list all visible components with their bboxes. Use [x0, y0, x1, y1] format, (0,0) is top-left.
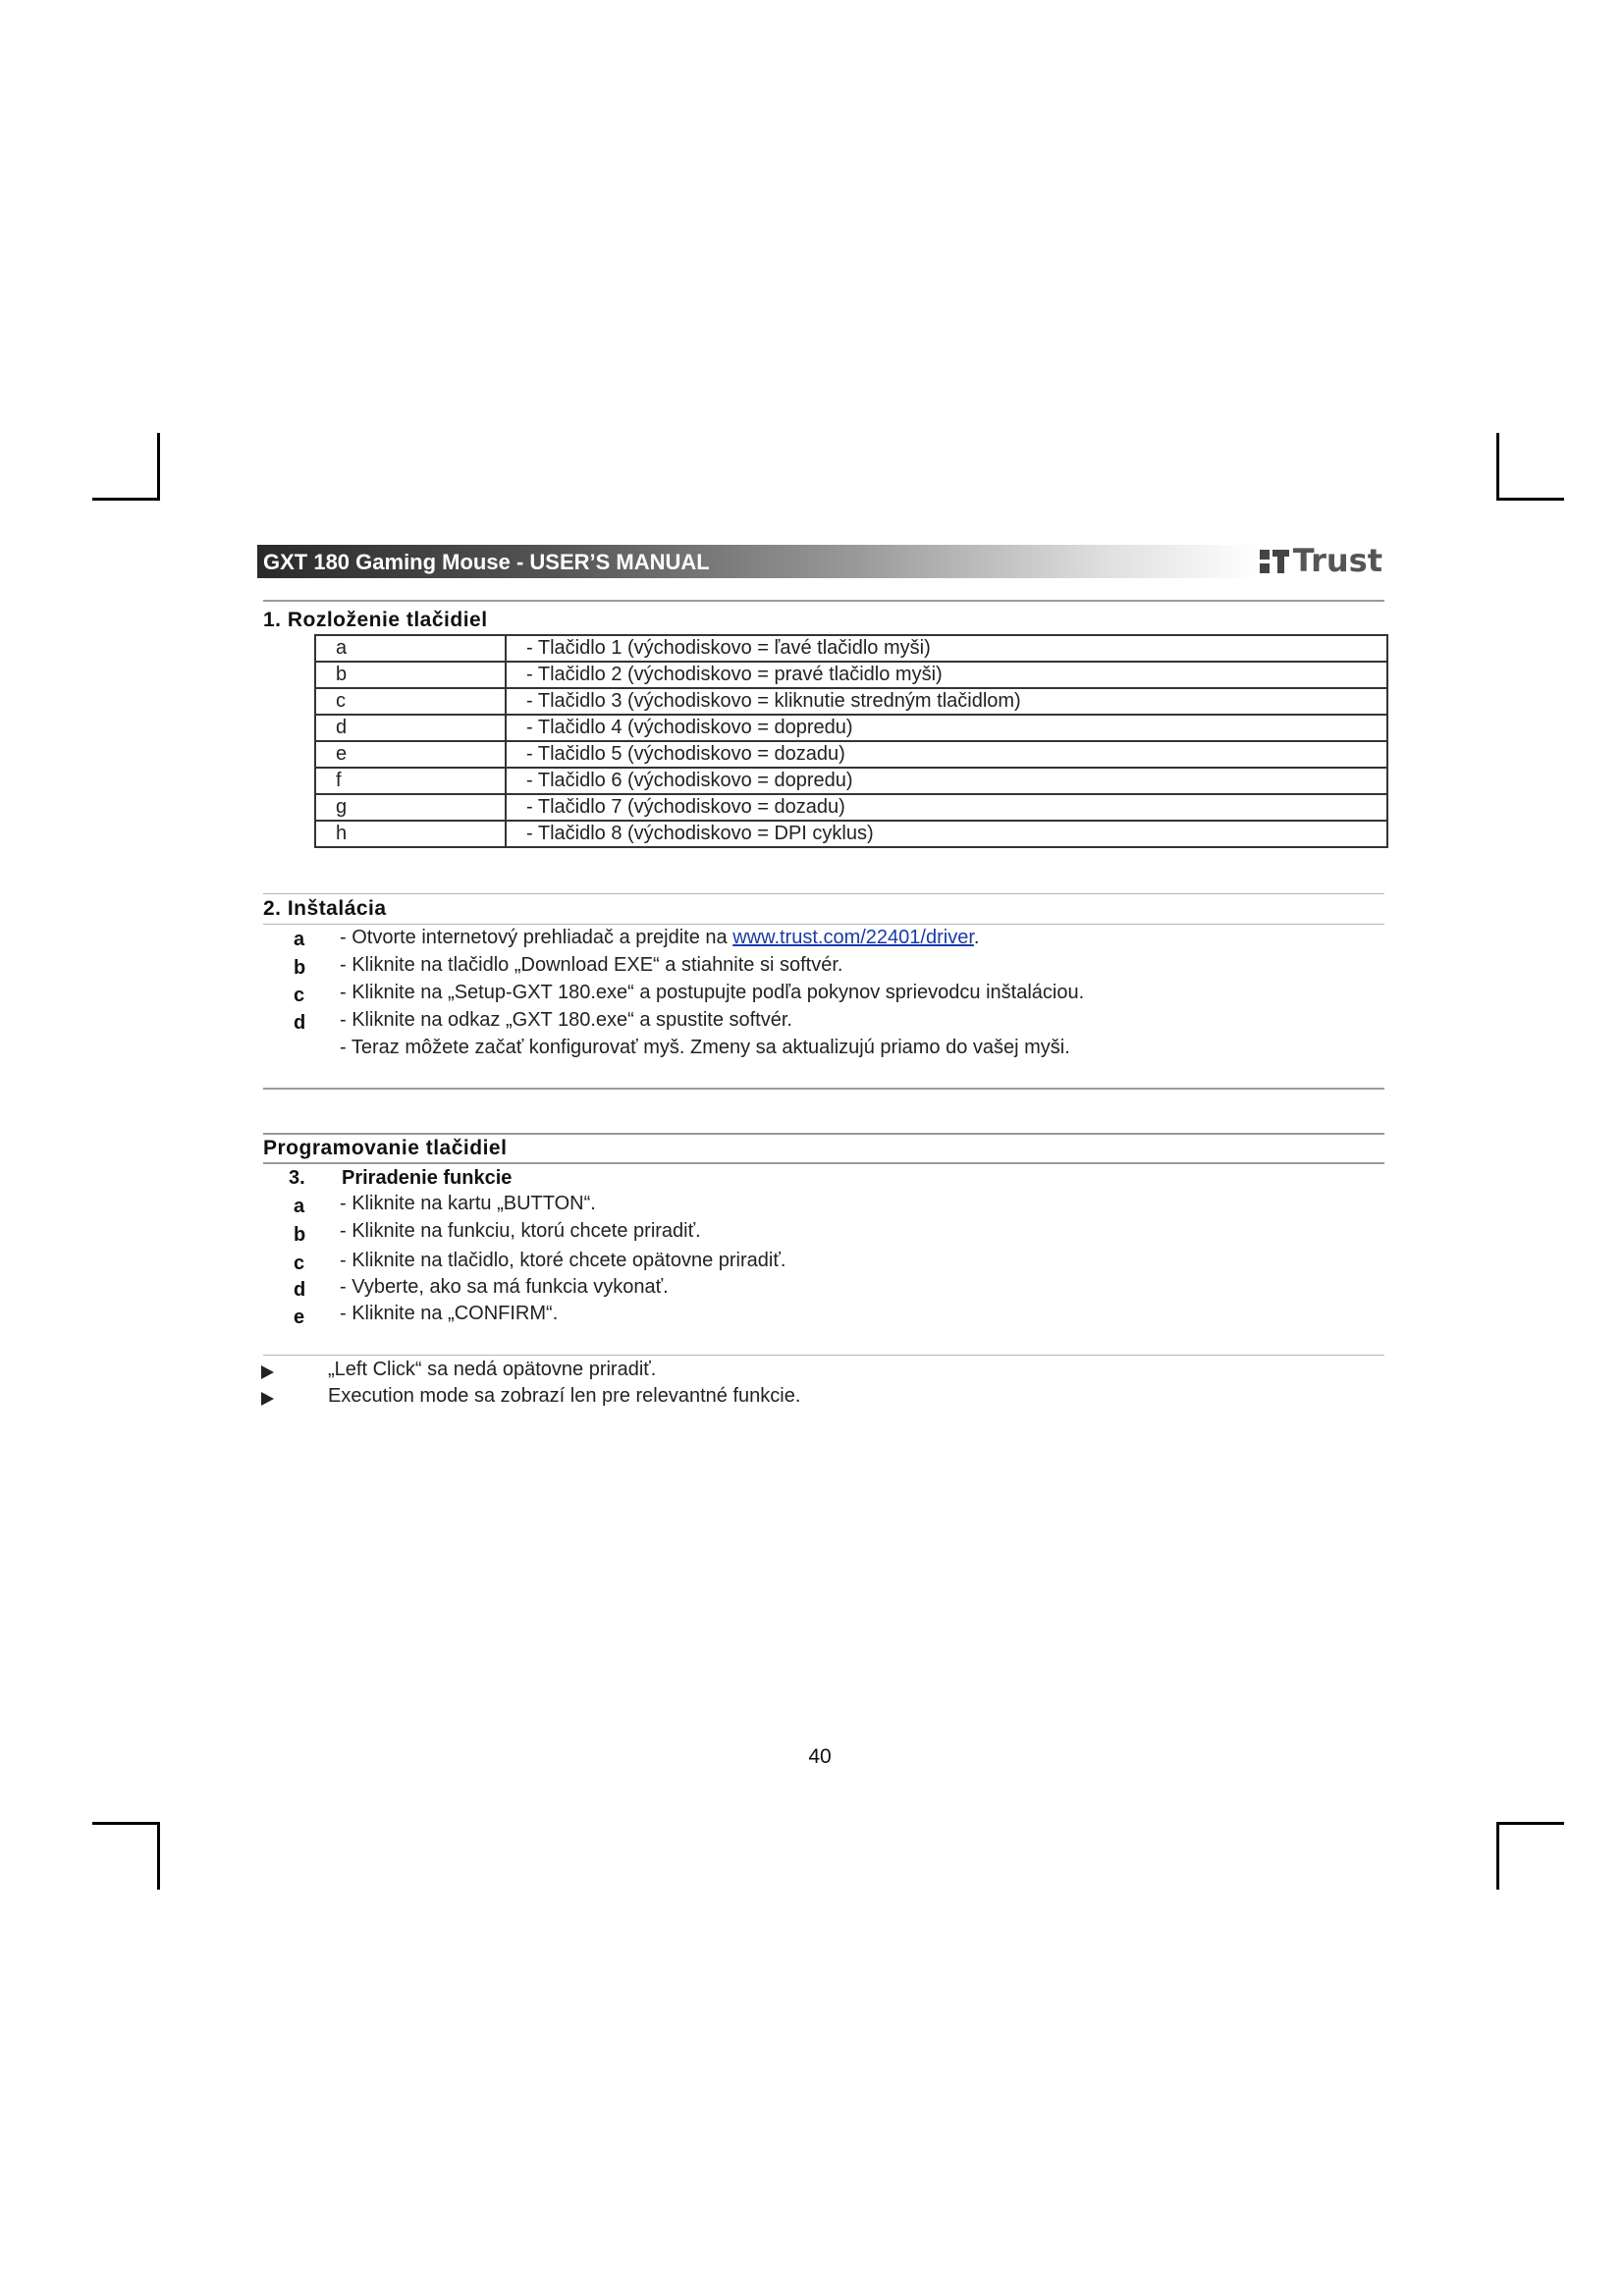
step-label: d	[294, 1012, 306, 1034]
arrow-right-icon	[261, 1392, 274, 1406]
crop-mark-bottom-right	[1496, 1822, 1564, 1890]
button-description: - Tlačidlo 6 (východiskovo = dopredu)	[506, 768, 1387, 794]
crop-mark-top-left	[92, 433, 160, 501]
button-description: - Tlačidlo 3 (východiskovo = kliknutie stredným tlačidlom)	[506, 688, 1387, 715]
divider	[263, 1162, 1384, 1164]
crop-mark-top-right	[1496, 433, 1564, 501]
step-label: b	[294, 957, 306, 979]
install-step-c: - Kliknite na „Setup-GXT 180.exe“ a postupujte podľa pokynov sprievodcu inštaláciou.	[340, 982, 1085, 1003]
button-key: b	[315, 662, 506, 688]
trust-logo-icon	[1260, 546, 1289, 575]
table-row	[315, 768, 1387, 794]
divider	[263, 600, 1384, 602]
table-row	[315, 635, 1387, 662]
program-step-e: - Kliknite na „CONFIRM“.	[340, 1303, 559, 1324]
install-step-d: - Kliknite na odkaz „GXT 180.exe“ a spustite softvér.	[340, 1009, 792, 1031]
program-step-b: - Kliknite na funkciu, ktorú chcete priradiť.	[340, 1220, 701, 1242]
step-label: b	[294, 1224, 306, 1246]
manual-title: GXT 180 Gaming Mouse - USER’S MANUAL	[263, 550, 710, 574]
program-step-c: - Kliknite na tlačidlo, ktoré chcete opätovne priradiť.	[340, 1250, 786, 1271]
program-step-a: - Kliknite na kartu „BUTTON“.	[340, 1193, 596, 1214]
button-key: f	[315, 768, 506, 794]
button-description: - Tlačidlo 8 (východiskovo = DPI cyklus)	[506, 821, 1387, 847]
note-execution-mode: Execution mode sa zobrazí len pre relevantné funkcie.	[328, 1385, 801, 1407]
step-label: e	[294, 1307, 305, 1328]
button-description: - Tlačidlo 2 (východiskovo = pravé tlačidlo myši)	[506, 662, 1387, 688]
divider	[263, 924, 1384, 925]
section-heading-programming: Programovanie tlačidiel	[263, 1137, 508, 1159]
section-heading-installation: 2. Inštalácia	[263, 897, 387, 920]
button-key: a	[315, 635, 506, 662]
button-key: e	[315, 741, 506, 768]
table-row	[315, 662, 1387, 688]
button-key: c	[315, 688, 506, 715]
button-description: - Tlačidlo 7 (východiskovo = dozadu)	[506, 794, 1387, 821]
driver-link[interactable]: www.trust.com/22401/driver	[732, 927, 974, 948]
step-number: 3.	[289, 1167, 305, 1189]
note-left-click: „Left Click“ sa nedá opätovne priradiť.	[328, 1359, 657, 1380]
trust-logo	[1260, 541, 1382, 580]
install-note: - Teraz môžete začať konfigurovať myš. Zmeny sa aktualizujú priamo do vašej myši.	[340, 1037, 1070, 1058]
install-step-a: - Otvorte internetový prehliadač a prejdite na www.trust.com/22401/driver.	[340, 927, 980, 948]
program-step-d: - Vyberte, ako sa má funkcia vykonať.	[340, 1276, 669, 1298]
crop-mark-bottom-left	[92, 1822, 160, 1890]
table-row	[315, 821, 1387, 847]
button-key: h	[315, 821, 506, 847]
button-description: - Tlačidlo 1 (východiskovo = ľavé tlačidlo myši)	[506, 635, 1387, 662]
button-layout-table	[314, 634, 1388, 848]
section-heading-button-layout: 1. Rozloženie tlačidiel	[263, 609, 488, 631]
button-key: g	[315, 794, 506, 821]
step-label: c	[294, 985, 305, 1006]
button-description: - Tlačidlo 4 (východiskovo = dopredu)	[506, 715, 1387, 741]
table-row	[315, 741, 1387, 768]
divider	[263, 1133, 1384, 1135]
arrow-right-icon	[261, 1365, 274, 1379]
header-bar	[257, 545, 1259, 578]
divider	[263, 893, 1384, 894]
step-label: c	[294, 1253, 305, 1274]
divider	[263, 1355, 1384, 1356]
button-key: d	[315, 715, 506, 741]
page-number: 40	[808, 1745, 832, 1768]
install-step-b: - Kliknite na tlačidlo „Download EXE“ a stiahnite si softvér.	[340, 954, 843, 976]
step-label: d	[294, 1279, 306, 1301]
button-description: - Tlačidlo 5 (východiskovo = dozadu)	[506, 741, 1387, 768]
step-label: a	[294, 929, 305, 950]
divider	[263, 1088, 1384, 1090]
step-label: a	[294, 1196, 305, 1217]
trust-logo-text: Trust	[1292, 542, 1382, 579]
table-row	[315, 794, 1387, 821]
subheading-assign-function: Priradenie funkcie	[342, 1167, 513, 1189]
page-header	[257, 542, 1386, 579]
table-row	[315, 688, 1387, 715]
table-row	[315, 715, 1387, 741]
